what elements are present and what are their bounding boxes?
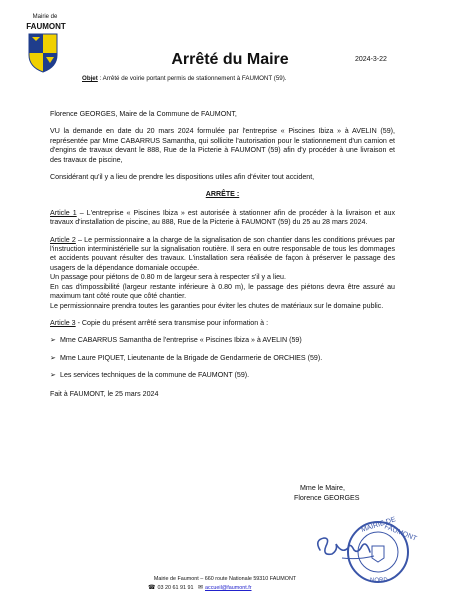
handwritten-signature-icon: [318, 538, 374, 559]
svg-text:MAIRIE DE: MAIRIE DE: [360, 516, 397, 534]
objet-text: : Arrêté de voirie portant permis de stationnement à FAUMONT (59).: [97, 75, 287, 82]
document-title: Arrêté du Maire: [171, 51, 289, 68]
footer-contact: [148, 585, 308, 592]
article-2-line-4: Le permissionnaire prendra toutes les garanties pour éviter les chutes de matériaux sur le domaine public.: [50, 301, 384, 310]
coat-of-arms-icon: [28, 33, 58, 73]
email-icon: ✉: [197, 585, 203, 591]
arrow-bullet-icon: ➢: [50, 354, 56, 362]
document-reference: 2024-3-22: [355, 56, 387, 63]
objet-line: [82, 75, 412, 83]
arrow-bullet-icon: ➢: [50, 372, 56, 380]
document-body: [50, 110, 395, 407]
footer-email[interactable]: accueil@faumont.fr: [205, 585, 252, 591]
article-1-label: Article 1: [50, 208, 77, 217]
objet-label: Objet: [82, 75, 98, 82]
vu-paragraph: VU la demande en date du 20 mars 2024 formulée par l'entreprise « Piscines Ibiza » à AVELIN (59), représentée par Mme CABARRUS Samantha, qui sollicite l'autorisation pour le stationnement d'un camion et d'engins de travaux devant le 888, Rue de la Picterie à FAUMONT (59) afin d'y procéder à une livraison et des travaux de piscine,: [50, 127, 395, 164]
intro-paragraph: Florence GEORGES, Maire de la Commune de FAUMONT,: [50, 110, 237, 118]
article-2-text: – Le permissionnaire a la charge de la signalisation de son chantier dans les conditions prévues par l'instruction interministérielle sur la signalisation routière. Il sera en outre responsable de tous les dommages et accidents pouvant résulter des travaux. L'installation sera réalisée de façon à préserver le passage des usagers de la dépendance domaniale occupée.: [50, 235, 396, 272]
signatory-title: Mme le Maire,: [300, 484, 345, 492]
mairie-name: FAUMONT: [26, 22, 66, 31]
article-2: [50, 236, 395, 274]
article-2-line-2: Un passage pour piétons de 0.80 m de largeur sera à respecter s'il y a lieu.: [50, 273, 286, 282]
article-3: [50, 319, 395, 328]
article-1-text: – L'entreprise « Piscines Ibiza » est autorisée à stationner afin de procéder à la livraison et aux travaux d'installation de piscine, au 888, Rue de la Picterie à FAUMONT (59) du 25 au 28 mars 2024.: [50, 208, 396, 227]
article-3-text: - Copie du présent arrêté sera transmise pour information à :: [75, 318, 269, 327]
recipient-item: ➢ Mme Laure PIQUET, Lieutenante de la Brigade de Gendarmerie de ORCHIES (59).: [50, 353, 323, 362]
arrow-bullet-icon: ➢: [50, 337, 56, 345]
footer-address: Mairie de Faumont – 660 route Nationale 59310 FAUMONT: [153, 576, 297, 582]
recipient-item: ➢ Les services techniques de la commune de FAUMONT (59).: [50, 371, 250, 380]
article-2-label: Article 2: [50, 235, 76, 244]
considerant-paragraph: Considérant qu'il y a lieu de prendre les dispositions utiles afin d'éviter tout accident,: [50, 173, 315, 182]
mairie-label: Mairie de: [32, 14, 58, 20]
fait-line: Fait à FAUMONT, le 25 mars 2024: [50, 389, 159, 398]
phone-icon: ☎: [148, 585, 156, 591]
article-2-line-3: En cas d'impossibilité (largeur restante inférieure à 0.80 m), le passage des piétons devra être assuré au maximum tant côté route que côté chantier.: [50, 282, 395, 301]
recipient-item: ➢ Mme CABARRUS Samantha de l'entreprise « Piscines Ibiza » à AVELIN (59): [50, 336, 302, 345]
signature-block: [294, 484, 359, 503]
svg-text:NORD: NORD: [370, 578, 388, 584]
article-3-label: Article 3: [50, 318, 76, 327]
arrete-heading: ARRÊTE :: [205, 190, 240, 199]
svg-text:FAUMONT: FAUMONT: [383, 523, 418, 543]
article-1: [50, 209, 395, 228]
signatory-name: Florence GEORGES: [294, 493, 360, 502]
footer-phone: 03 20 61 91 91: [157, 585, 194, 591]
